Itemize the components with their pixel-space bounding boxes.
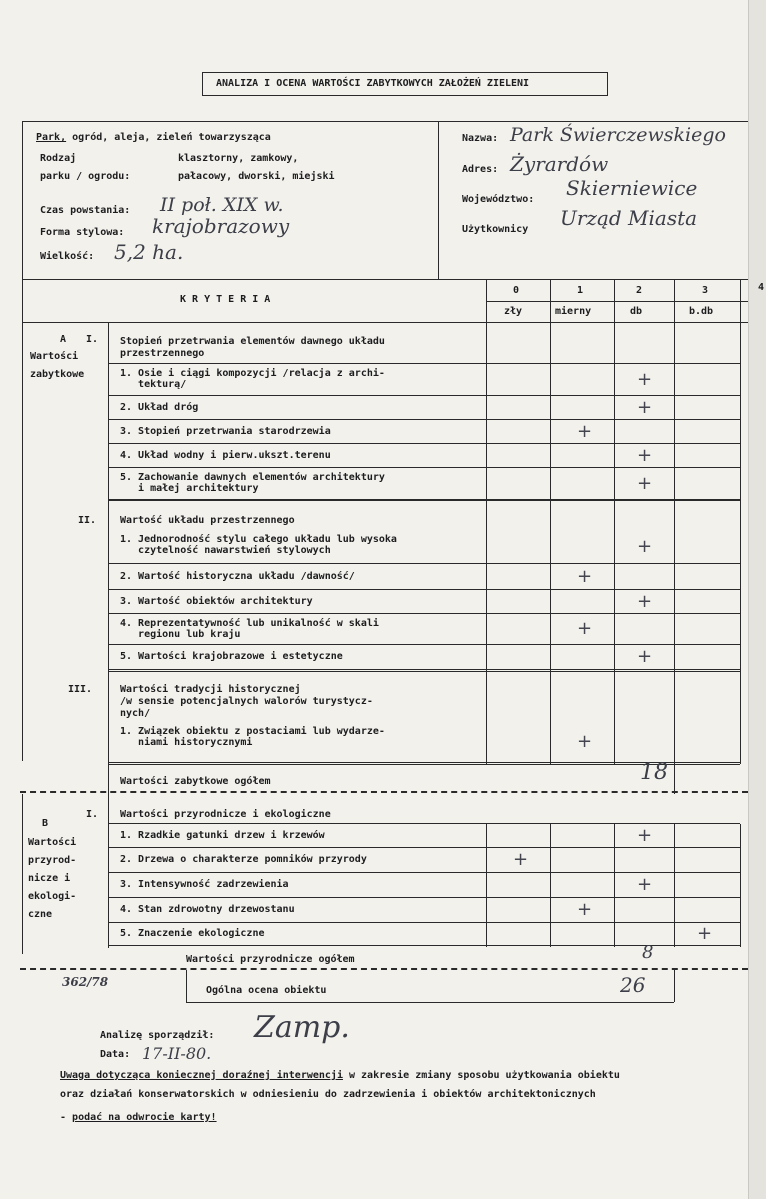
overall-left <box>186 970 187 1002</box>
score-label-1: mierny <box>555 306 592 317</box>
score-mark: + <box>637 590 653 612</box>
a-total-right <box>674 764 675 794</box>
section-iii-top <box>108 671 740 672</box>
col-2-left <box>614 279 615 764</box>
criterion-text-cont: czytelność nawarstwień stylowych <box>120 545 331 556</box>
criterion-text: 1. Osie i ciągi kompozycji /relacja z archi- <box>120 368 385 379</box>
score-mark: + <box>637 396 653 418</box>
forma-label: Forma stylowa: <box>40 227 125 238</box>
criterion-text: 3. Intensywność zadrzewienia <box>120 879 289 890</box>
section-b-label-3: ekologi- <box>28 891 77 902</box>
section-a-ii-title: Wartość układu przestrzennego <box>120 515 295 526</box>
frame-info-bottom <box>22 279 748 280</box>
signature: Zamp. <box>254 1010 350 1045</box>
score-mark: + <box>697 923 713 944</box>
section-b-label-2: nicze i <box>28 873 71 884</box>
uwaga-line-2: oraz działań konserwatorskich w odniesieniu do zadrzewienia i obiektów architektonicznych <box>60 1089 596 1100</box>
col-1-left <box>550 279 551 764</box>
section-b-left <box>22 794 23 954</box>
form-title: ANALIZA I OCENA WARTOŚCI ZABYTKOWYCH ZAŁOŻEŃ ZIELENI <box>216 78 530 89</box>
frame-info-divider <box>438 121 439 279</box>
analiza-label: Analizę sporządził: <box>100 1030 215 1041</box>
score-mark: + <box>637 472 653 494</box>
data-value: 17-II-80. <box>142 1044 212 1063</box>
score-label-0: zły <box>504 306 523 317</box>
criterion-text: 2. Drzewa o charakterze pomników przyrody <box>120 854 367 865</box>
forma-value: krajobrazowy <box>152 214 290 238</box>
overall-label: Ogólna ocena obiektu <box>206 985 327 996</box>
section-b-label-4: czne <box>28 909 53 920</box>
b-col-line <box>674 824 675 947</box>
wielkosc-value: 5,2 ha. <box>114 240 184 264</box>
czas-value: II poł. XIX w. <box>160 194 284 216</box>
section-b-i-title: Wartości przyrodnicze i ekologiczne <box>120 809 331 820</box>
overall-value: 26 <box>620 973 646 997</box>
score-num-4: 4 <box>758 282 765 293</box>
section-b-i: I. <box>86 809 99 820</box>
col-3-right <box>740 279 741 764</box>
score-label-2: db <box>630 306 643 317</box>
criterion-text: 2. Wartość historyczna układu /dawność/ <box>120 570 355 582</box>
nazwa-value: Park Świerczewskiego <box>510 124 726 146</box>
section-b: B <box>42 818 49 829</box>
a-total-value: 18 <box>640 760 668 785</box>
rodzaj-label-2: parku / ogrodu: <box>40 171 131 182</box>
frame-top <box>22 121 748 122</box>
uzytk-label: Użytkownicy <box>462 224 529 235</box>
section-a-label-2: zabytkowe <box>30 369 85 380</box>
a-total-label: Wartości zabytkowe ogółem <box>120 776 271 787</box>
header-bottom-line <box>22 322 748 323</box>
criterion-text: 4. Stan zdrowotny drzewostanu <box>120 904 295 915</box>
criterion-text-cont: regionu lub kraju <box>120 629 241 640</box>
b-col-line <box>550 824 551 947</box>
section-a-i-title-1: Stopień przetrwania elementów dawnego układu <box>120 336 385 347</box>
criterion-text: 3. Stopień przetrwania starodrzewia <box>120 425 331 437</box>
score-mark: + <box>637 444 653 466</box>
col-3-left <box>674 279 675 764</box>
czas-label: Czas powstania: <box>40 205 131 216</box>
park-types: Park, ogród, aleja, zieleń towarzysząca <box>36 132 271 143</box>
score-mark: + <box>577 618 593 639</box>
section-a-iii: III. <box>68 684 93 695</box>
score-mark: + <box>637 646 653 667</box>
b-col-line <box>486 824 487 947</box>
score-mark: + <box>637 368 653 390</box>
score-mark: + <box>637 874 653 895</box>
b-col-line <box>614 824 615 947</box>
score-mark: + <box>637 535 653 557</box>
criterion-text: 5. Zachowanie dawnych elementów architektury <box>120 472 385 483</box>
b-title-bottom <box>108 823 740 824</box>
score-num-0: 0 <box>513 285 520 296</box>
criterion-text: 4. Reprezentatywność lub unikalność w skali <box>120 618 379 629</box>
score-mark: + <box>577 899 593 920</box>
criterion-text-cont: tekturą/ <box>120 379 187 390</box>
score-mark: + <box>577 731 593 752</box>
uwaga-line-1: Uwaga dotycząca koniecznej doraźnej interwencji w zakresie zmiany sposobu użytkowania obiektu <box>60 1070 620 1081</box>
archive-number: 362/78 <box>62 975 109 989</box>
separator-a-b <box>20 791 748 793</box>
uzytk-value: Urząd Miasta <box>560 206 698 230</box>
criterion-text-cont: niami historycznymi <box>120 737 253 748</box>
rodzaj-options-1: klasztorny, zamkowy, <box>178 153 299 164</box>
rodzaj-options-2: pałacowy, dworski, miejski <box>178 171 335 182</box>
section-ii-top <box>108 500 740 501</box>
section-a-label-1: Wartości <box>30 351 79 362</box>
b-total-label: Wartości przyrodnicze ogółem <box>186 954 355 965</box>
separator-b-total <box>20 968 748 970</box>
section-a: A <box>60 334 67 345</box>
adres-label: Adres: <box>462 164 499 175</box>
criterion-text: 1. Rzadkie gatunki drzew i krzewów <box>120 829 325 841</box>
nazwa-label: Nazwa: <box>462 133 499 144</box>
criterion-text: 5. Wartości krajobrazowe i estetyczne <box>120 651 343 662</box>
score-mark: + <box>513 849 529 870</box>
section-a-i: I. <box>86 334 99 345</box>
section-b-label-1: przyrod- <box>28 855 77 866</box>
section-a-iii-title-2: /w sensie potencjalnych walorów turystycz- <box>120 696 373 707</box>
woj-label: Województwo: <box>462 194 535 205</box>
wielkosc-label: Wielkość: <box>40 251 95 262</box>
overall-right <box>674 970 675 1002</box>
score-num-2: 2 <box>636 285 643 296</box>
overall-bottom <box>186 1002 674 1003</box>
adres-value: Żyrardów <box>510 152 609 176</box>
section-a-iii-title-1: Wartości tradycji historycznej <box>120 684 301 695</box>
section-b-label-0: Wartości <box>28 837 77 848</box>
woj-value: Skierniewice <box>566 176 698 200</box>
data-label: Data: <box>100 1049 131 1060</box>
section-a-i-title-2: przestrzennego <box>120 348 205 359</box>
b-col-line <box>740 824 741 947</box>
score-mark: + <box>637 824 653 846</box>
col-0-left <box>486 279 487 764</box>
b-total-value: 8 <box>642 942 654 963</box>
criterion-text-cont: i małej architektury <box>120 483 259 494</box>
kryteria-header: K R Y T E R I A <box>180 294 271 305</box>
section-a-ii: II. <box>78 515 97 526</box>
criterion-text: 1. Jednorodność stylu całego układu lub wysoka <box>120 534 397 545</box>
criterion-text: 1. Związek obiektu z postaciami lub wydarze- <box>120 726 385 737</box>
score-num-3: 3 <box>702 285 709 296</box>
page-edge <box>748 0 766 1199</box>
header-mid-line <box>486 301 748 302</box>
criterion-text: 5. Znaczenie ekologiczne <box>120 928 265 939</box>
frame-left <box>22 121 23 761</box>
score-mark: + <box>577 565 593 587</box>
uwaga-line-3: - podać na odwrocie karty! <box>60 1112 217 1123</box>
score-mark: + <box>577 420 593 442</box>
rodzaj-label-1: Rodzaj <box>40 153 77 164</box>
score-label-3: b.db <box>689 306 714 317</box>
criterion-text: 2. Układ dróg <box>120 401 199 413</box>
section-a-iii-title-3: nych/ <box>120 708 151 719</box>
criterion-text: 4. Układ wodny i pierw.ukszt.terenu <box>120 449 331 461</box>
score-num-1: 1 <box>577 285 584 296</box>
criterion-text: 3. Wartość obiektów architektury <box>120 595 313 607</box>
